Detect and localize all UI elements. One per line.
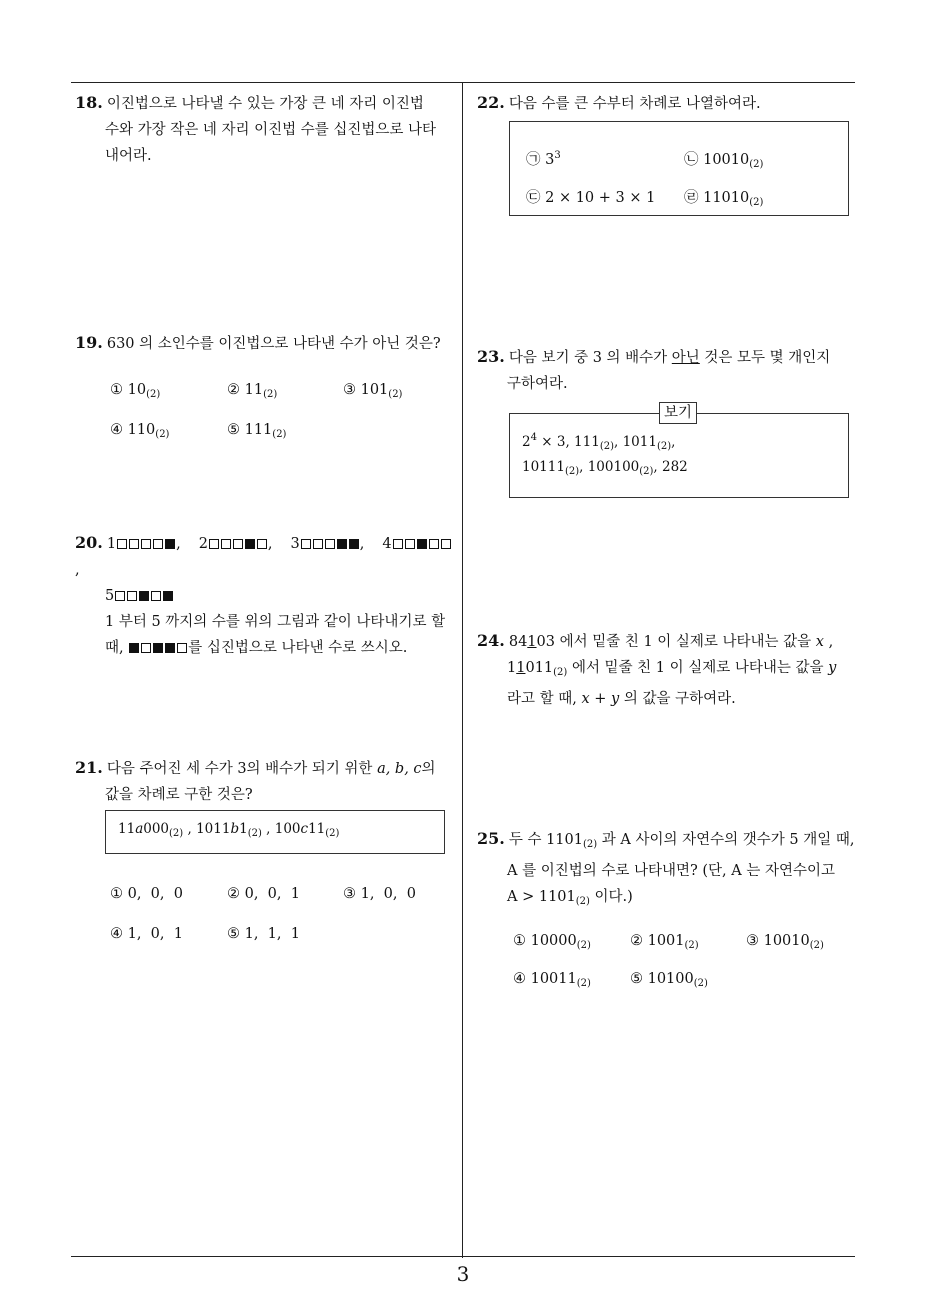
question-text: 630 의 소인수를 이진법으로 나타낸 수가 아닌 것은?	[106, 336, 441, 352]
question-number: 22.	[477, 93, 505, 112]
empty-square	[221, 539, 231, 549]
choice-5[interactable]: ⑤ $10100_{(2)}$	[630, 971, 708, 989]
choice-4[interactable]: ④ $110_{(2)}$	[110, 422, 170, 440]
question-22	[477, 90, 857, 117]
choice-5[interactable]: ⑤ $111_{(2)}$	[227, 422, 287, 440]
choice-4[interactable]: ④ $10011_{(2)}$	[513, 971, 591, 989]
question-number: 24.	[477, 631, 505, 650]
item-a: ㉠ $3^3$	[526, 150, 561, 168]
question-text: 다음 수를 큰 수부터 차례로 나열하여라.	[508, 96, 761, 112]
item-b: ㉡ $10010_{(2)}$	[684, 152, 764, 170]
question-24: 24. 84103 에서 밑줄 친 1 이 실제로 나타내는 값을 x , $11011_{(2)}$ 에서 밑줄 친 1 이 실제로 나타내는 값을 y 라고 할 때, x + y 의 값을 구하여라.	[477, 631, 837, 707]
question-18	[75, 90, 455, 169]
question-number: 18.	[75, 93, 103, 112]
filled-square	[417, 539, 427, 549]
empty-square	[301, 539, 311, 549]
filled-square	[349, 539, 359, 549]
question-text: 1 부터 5 까지의 수를 위의 그림과 같이 나타내기로 할	[105, 614, 446, 630]
question-21: 21. 다음 주어진 세 수가 3의 배수가 되기 위한 a, b, c의 값을 차례로 구한 것은?	[75, 755, 460, 808]
choice-3[interactable]: ③ 1, 0, 0	[343, 886, 416, 902]
choice-3[interactable]: ③ $101_{(2)}$	[343, 382, 403, 400]
empty-square	[177, 643, 187, 653]
question-number: 19.	[75, 333, 103, 352]
top-rule	[71, 82, 855, 83]
question-number: 25.	[477, 829, 505, 848]
question-number: 23.	[477, 347, 505, 366]
given-numbers: $11a000_{(2)}$ , $1011b1_{(2)}$ , $100c11_{(2)}$	[118, 821, 340, 839]
empty-square	[151, 591, 161, 601]
empty-square	[141, 643, 151, 653]
bottom-rule	[71, 1256, 855, 1257]
empty-square	[429, 539, 439, 549]
empty-square	[209, 539, 219, 549]
question-23: 23. 다음 보기 중 3 의 배수가 아닌 것은 모두 몇 개인지 구하여라.	[477, 347, 831, 392]
choice-1[interactable]: ① $10_{(2)}$	[110, 382, 161, 400]
square-pattern: 5	[105, 588, 174, 604]
choice-3[interactable]: ③ $10010_{(2)}$	[746, 933, 824, 951]
filled-square	[129, 643, 139, 653]
question-text: 내어라.	[105, 148, 152, 164]
empty-square	[393, 539, 403, 549]
choice-1[interactable]: ① 0, 0, 0	[110, 886, 183, 902]
filled-square	[165, 643, 175, 653]
empty-square	[115, 591, 125, 601]
column-divider	[462, 82, 463, 1258]
filled-square	[337, 539, 347, 549]
bogi-line-1: $2^4 \times 3$, $111_{(2)}$, $1011_{(2)}$,	[522, 432, 676, 452]
choice-2[interactable]: ② 0, 0, 1	[227, 886, 300, 902]
choice-1[interactable]: ① $10000_{(2)}$	[513, 933, 591, 951]
given-numbers-box	[105, 810, 445, 854]
empty-square	[233, 539, 243, 549]
empty-square	[153, 539, 163, 549]
item-d: ㉣ $11010_{(2)}$	[684, 190, 764, 208]
bogi-label: 보기	[659, 402, 697, 424]
empty-square	[313, 539, 323, 549]
empty-square	[117, 539, 127, 549]
choice-4[interactable]: ④ 1, 0, 1	[110, 926, 183, 942]
empty-square	[127, 591, 137, 601]
item-c: ㉢ 2 × 10 + 3 × 1	[526, 190, 656, 206]
choice-2[interactable]: ② $1001_{(2)}$	[630, 933, 699, 951]
question-text: 때, 를 십진법으로 나타낸 수로 쓰시오.	[105, 640, 408, 656]
filled-square	[245, 539, 255, 549]
target-pattern	[128, 640, 188, 656]
question-text: 수와 가장 작은 네 자리 이진법 수를 십진법으로 나타	[105, 122, 437, 138]
choice-2[interactable]: ② $11_{(2)}$	[227, 382, 278, 400]
empty-square	[257, 539, 267, 549]
filled-square	[163, 591, 173, 601]
square-pattern: 3 ,	[290, 536, 365, 552]
filled-square	[153, 643, 163, 653]
choice-5[interactable]: ⑤ 1, 1, 1	[227, 926, 300, 942]
question-text: 이진법으로 나타낼 수 있는 가장 큰 네 자리 이진법	[106, 96, 424, 112]
question-number: 20.	[75, 533, 103, 552]
square-pattern: 2 ,	[198, 536, 273, 552]
bogi-box	[509, 413, 849, 498]
question-19	[75, 330, 455, 357]
question-number: 21.	[75, 758, 103, 777]
empty-square	[405, 539, 415, 549]
question-text: 값을 차례로 구한 것은?	[105, 787, 253, 803]
filled-square	[165, 539, 175, 549]
empty-square	[129, 539, 139, 549]
square-pattern: 1 ,	[106, 536, 181, 552]
empty-square	[325, 539, 335, 549]
empty-square	[441, 539, 451, 549]
items-box	[509, 121, 849, 216]
question-20	[75, 530, 460, 661]
question-25: 25. 두 수 $1101_{(2)}$ 과 A 사이의 자연수의 갯수가 5 개일 때, A 를 이진법의 수로 나타내면? (단, A 는 자연수이고 $A > 1101_{(2)}$ 이다.)	[477, 829, 855, 907]
empty-square	[141, 539, 151, 549]
bogi-line-2: $10111_{(2)}$, $100100_{(2)}$, 282	[522, 459, 688, 477]
filled-square	[139, 591, 149, 601]
square-pattern: 4,	[75, 536, 452, 578]
page-number: 3	[456, 1262, 470, 1286]
